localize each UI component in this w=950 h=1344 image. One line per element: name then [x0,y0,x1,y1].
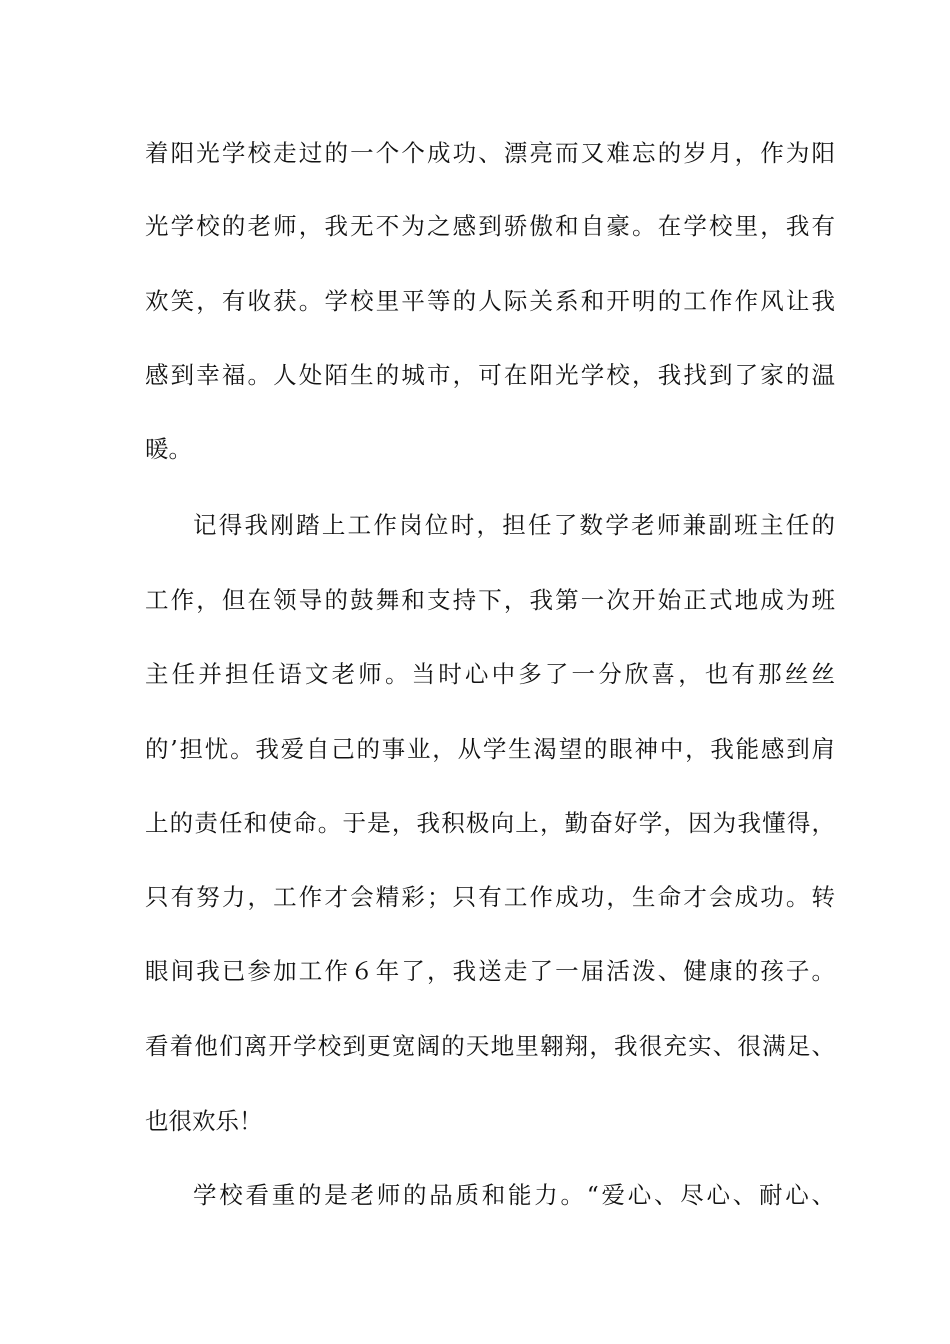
text-line: 光学校的老师，我无不为之感到骄傲和自豪。在学校里，我有 [145,212,835,240]
text-line: 工作，但在领导的鼓舞和支持下，我第一次开始正式地成为班 [145,586,835,614]
text-line: 欢笑，有收获。学校里平等的人际关系和开明的工作作风让我 [145,287,835,315]
text-line: 也很欢乐！ [145,1107,263,1135]
text-line: 上的责任和使命。于是，我积极向上，勤奋好学，因为我懂得， [145,809,835,837]
text-line: 看着他们离开学校到更宽阔的天地里翱翔，我很充实、很满足、 [145,1032,835,1060]
text-line: 暖。 [145,435,192,463]
text-line: 感到幸福。人处陌生的城市，可在阳光学校，我找到了家的温 [145,361,835,389]
text-line: 着阳光学校走过的一个个成功、漂亮而又难忘的岁月，作为阳 [145,139,835,167]
text-line: 主任并担任语文老师。当时心中多了一分欣喜，也有那丝丝 [145,660,835,688]
text-line: 学校看重的是老师的品质和能力。“爱心、尽心、耐心、 [193,1181,835,1209]
text-line: 只有努力，工作才会精彩；只有工作成功，生命才会成功。转 [145,883,835,911]
text-line: 记得我刚踏上工作岗位时，担任了数学老师兼副班主任的 [193,511,835,539]
text-line: 的’担忧。我爱自己的事业，从学生渴望的眼神中，我能感到肩 [145,735,835,763]
text-line: 眼间我已参加工作６年了，我送走了一届活泼、健康的孩子。 [145,957,835,985]
